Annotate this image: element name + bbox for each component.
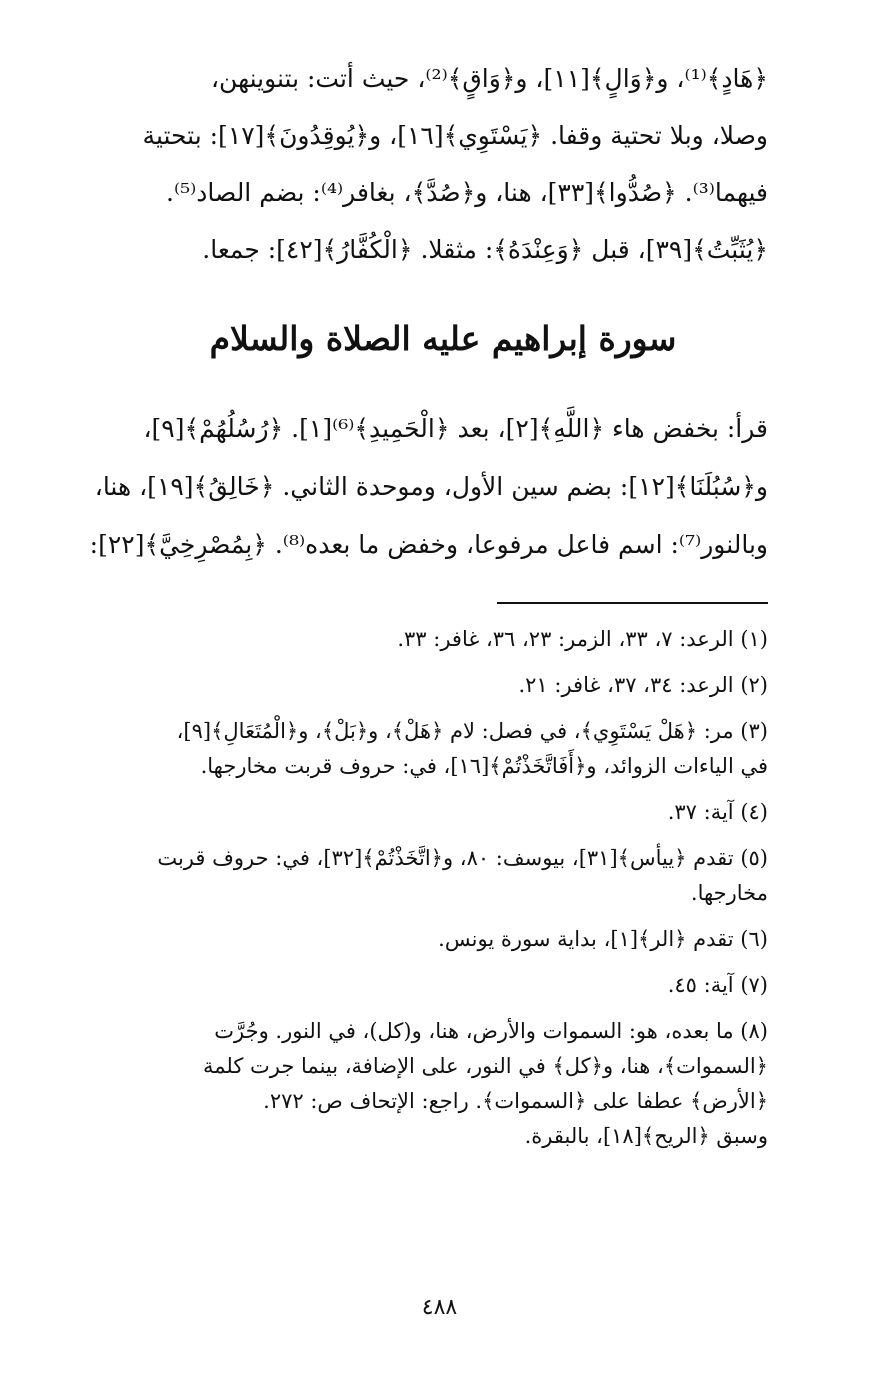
footnote-4 (48, 795, 768, 830)
footnote-line: (٣) مر: ﴿هَلْ يَسْتَوِي﴾، في فصل: لام ﴿هَلْ﴾، و﴿بَلْ﴾، و﴿الْمُتَعَالِ﴾[٩]، (176, 719, 768, 743)
footnote-line: ﴿السموات﴾، هنا، و﴿كل﴾ في النور، على الإضافة، بينما جرت كلمة (203, 1054, 768, 1078)
footnote-6 (48, 922, 768, 957)
footnote-1 (48, 622, 768, 657)
text-line: فيهما⁽³⁾. ﴿صُدُّوا﴾[٣٣]، هنا، و﴿صُدَّ﴾، بغافر⁽⁴⁾: بضم الصاد⁽⁵⁾. (166, 178, 768, 207)
footnote-line: (٦) تقدم ﴿الر﴾[١]، بداية سورة يونس. (438, 927, 768, 951)
footnote-line: مخارجها. (690, 881, 768, 905)
footnote-line: (٧) آية: ٤٥. (667, 973, 768, 997)
footnote-line: (٢) الرعد: ٣٤، ٣٧، غافر: ٢١. (518, 673, 768, 697)
surah-heading: سورة إبراهيم عليه الصلاة والسلام (209, 319, 677, 358)
footnote-line: (١) الرعد: ٧، ٣٣، الزمر: ٢٣، ٣٦، غافر: ٣٣. (397, 627, 768, 651)
footnote-line: وسبق ﴿الريح﴾[١٨]، بالبقرة. (524, 1124, 768, 1148)
page-number: ٤٨٨ (421, 1295, 458, 1320)
footnote-line: (٥) تقدم ﴿ييأس﴾[٣١]، بيوسف: ٨٠، و﴿اتَّخَذْتُمْ﴾[٣٢]، في: حروف قربت (157, 846, 768, 870)
text-line: و﴿سُبُلَنَا﴾[١٢]: بضم سين الأول، وموحدة الثاني. ﴿خَالِقُ﴾[١٩]، هنا، (94, 472, 768, 501)
footnote-5 (48, 841, 768, 911)
text-line: ﴿هَادٍ﴾⁽¹⁾، و﴿وَالٍ﴾[١١]، و﴿وَاقٍ﴾⁽²⁾، حيث أتت: بتنوينهن، (210, 64, 768, 93)
footnote-8 (48, 1014, 768, 1154)
footnote-line: (٨) ما بعده، هو: السموات والأرض، هنا، و(كل)، في النور. وجُرَّت (214, 1019, 768, 1043)
text-line: وصلا، وبلا تحتية وقفا. ﴿يَسْتَوِي﴾[١٦]، و﴿يُوقِدُونَ﴾[١٧]: بتحتية (142, 121, 768, 150)
footnote-separator (497, 602, 768, 604)
footnote-7 (48, 968, 768, 1003)
footnote-line: (٤) آية: ٣٧. (667, 800, 768, 824)
text-line: ﴿يُثَبِّتُ﴾[٣٩]، قبل ﴿وَعِنْدَهُ﴾: مثقلا. ﴿الْكُفَّارُ﴾[٤٢]: جمعا. (202, 235, 768, 264)
footnote-line: في الياءات الزوائد، و﴿أَفَاتَّخَذْتُمْ﴾[١٦]، في: حروف قربت مخارجها. (200, 754, 768, 778)
footnote-line: ﴿الأرض﴾ عطفا على ﴿السموات﴾. راجع: الإتحاف ص: ٢٧٢. (263, 1089, 768, 1113)
main-text-block (48, 50, 768, 278)
section-text-block (48, 400, 768, 574)
footnote-3 (48, 714, 768, 784)
text-line: قرأ: بخفض هاء ﴿اللَّهِ﴾[٢]، بعد ﴿الْحَمِيدِ﴾⁽⁶⁾[١]. ﴿رُسُلُهُمْ﴾[٩]، (143, 414, 768, 443)
text-line: وبالنور⁽⁷⁾: اسم فاعل مرفوعا، وخفض ما بعده⁽⁸⁾. ﴿بِمُصْرِخِيَّ﴾[٢٢]: (89, 530, 768, 559)
footnote-2 (48, 668, 768, 703)
footnotes-block (48, 622, 768, 1165)
